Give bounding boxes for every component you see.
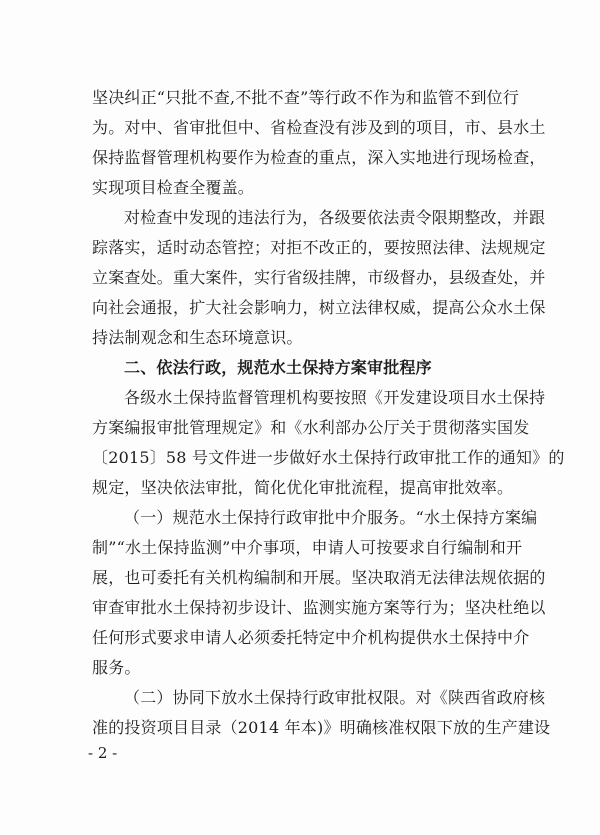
text-line: 向社会通报，扩大社会影响力，树立法律权威，提高公众水土保 <box>92 298 546 317</box>
text-line: 〔2015〕58 号文件进一步做好水土保持行政审批工作的通知》的 <box>92 448 565 467</box>
text-line: 立案查处。重大案件，实行省级挂牌，市级督办，县级查处，并 <box>92 268 546 287</box>
text-line: 方案编报审批管理规定》和《水利部办公厅关于贯彻落实国发 <box>92 418 530 437</box>
paragraph-first-line: 各级水土保持监督管理机构要按照《开发建设项目水土保持 <box>124 388 546 407</box>
text-line: 持法制观念和生态环境意识。 <box>92 328 303 347</box>
text-line: 坚决纠正“只批不查,不批不查”等行政不作为和监管不到位行 <box>92 88 520 107</box>
section-heading: 二、依法行政，规范水土保持方案审批程序 <box>124 358 432 377</box>
text-line: 服务。 <box>92 658 141 677</box>
text-line: 保持监督管理机构要作为检查的重点，深入实地进行现场检查， <box>92 148 546 167</box>
text-line: 实现项目检查全覆盖。 <box>92 178 255 197</box>
text-line: 任何形式要求申请人必须委托特定中介机构提供水土保持中介 <box>92 628 530 647</box>
paragraph-first-line: （二）协同下放水土保持行政审批权限。对《陕西省政府核 <box>124 688 546 707</box>
text-line: 规定，坚决依法审批，简化优化审批流程，提高审批效率。 <box>92 478 514 497</box>
text-line: 审查审批水土保持初步设计、监测实施方案等行为；坚决杜绝以 <box>92 598 546 617</box>
paragraph-first-line: 对检查中发现的违法行为，各级要依法责令限期整改，并跟 <box>124 208 546 227</box>
text-line: 为。对中、省审批但中、省检查没有涉及到的项目，市、县水土 <box>92 118 546 137</box>
body-text <box>92 83 565 743</box>
text-line: 踪落实，适时动态管控；对拒不改正的，要按照法律、法规规定 <box>92 238 546 257</box>
text-line: 制”“水土保持监测”中介事项，申请人可按要求自行编制和开 <box>92 538 523 557</box>
paragraph-first-line: （一）规范水土保持行政审批中介服务。“水土保持方案编 <box>124 508 538 527</box>
text-line: 准的投资项目目录（2014 年本)》明确核准权限下放的生产建设 <box>92 718 551 737</box>
page-number: - 2 - <box>88 744 118 762</box>
text-line: 展，也可委托有关机构编制和开展。坚决取消无法律法规依据的 <box>92 568 546 587</box>
